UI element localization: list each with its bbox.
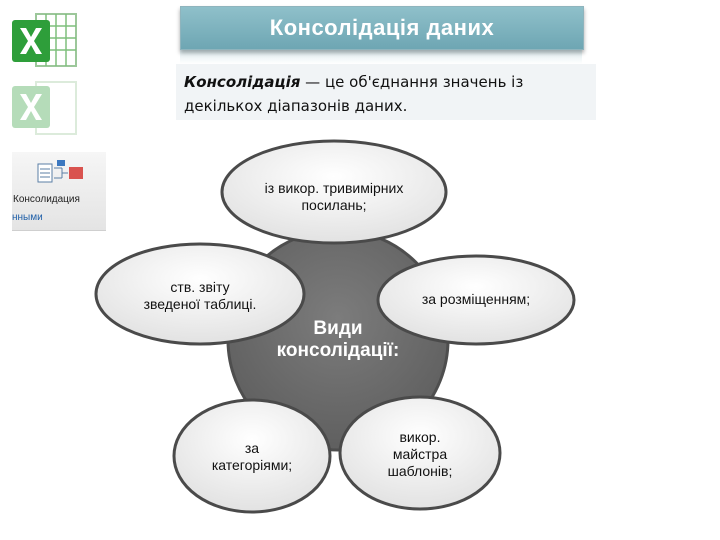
- center-label-line1: Види: [313, 318, 363, 339]
- ribbon-label: Консолидация: [13, 194, 80, 205]
- node-label-line: ств. звіту: [170, 279, 230, 295]
- node-label-pivot-report: [110, 279, 290, 313]
- node-label-line: майстра: [392, 446, 448, 462]
- node-label-line: зведеної таблиці.: [143, 296, 257, 312]
- node-label-line: посилань;: [301, 197, 367, 213]
- node-label-line: за розміщенням;: [421, 291, 531, 307]
- definition-text: це об'єднання значень із декількох діапазонів даних.: [184, 73, 524, 115]
- node-label-line: за: [244, 440, 260, 456]
- node-label-categories: [192, 440, 312, 474]
- node-label-line: викор.: [399, 429, 441, 445]
- ribbon-sublabel: нными: [12, 212, 43, 223]
- page-title: Консолідація даних: [269, 15, 495, 40]
- node-label-line: шаблонів;: [387, 463, 453, 479]
- node-label-line: із викор. тривимірних: [264, 180, 404, 196]
- node-label-3d-links: [234, 180, 434, 214]
- node-label-template-wizard: [360, 429, 480, 480]
- center-label: [258, 318, 418, 362]
- node-label-placement: [396, 291, 556, 308]
- center-label-line2: консолідації:: [276, 340, 400, 361]
- node-label-line: категоріями;: [211, 457, 293, 473]
- definition-term: Консолідація: [184, 73, 301, 91]
- definition-dash: —: [300, 73, 325, 91]
